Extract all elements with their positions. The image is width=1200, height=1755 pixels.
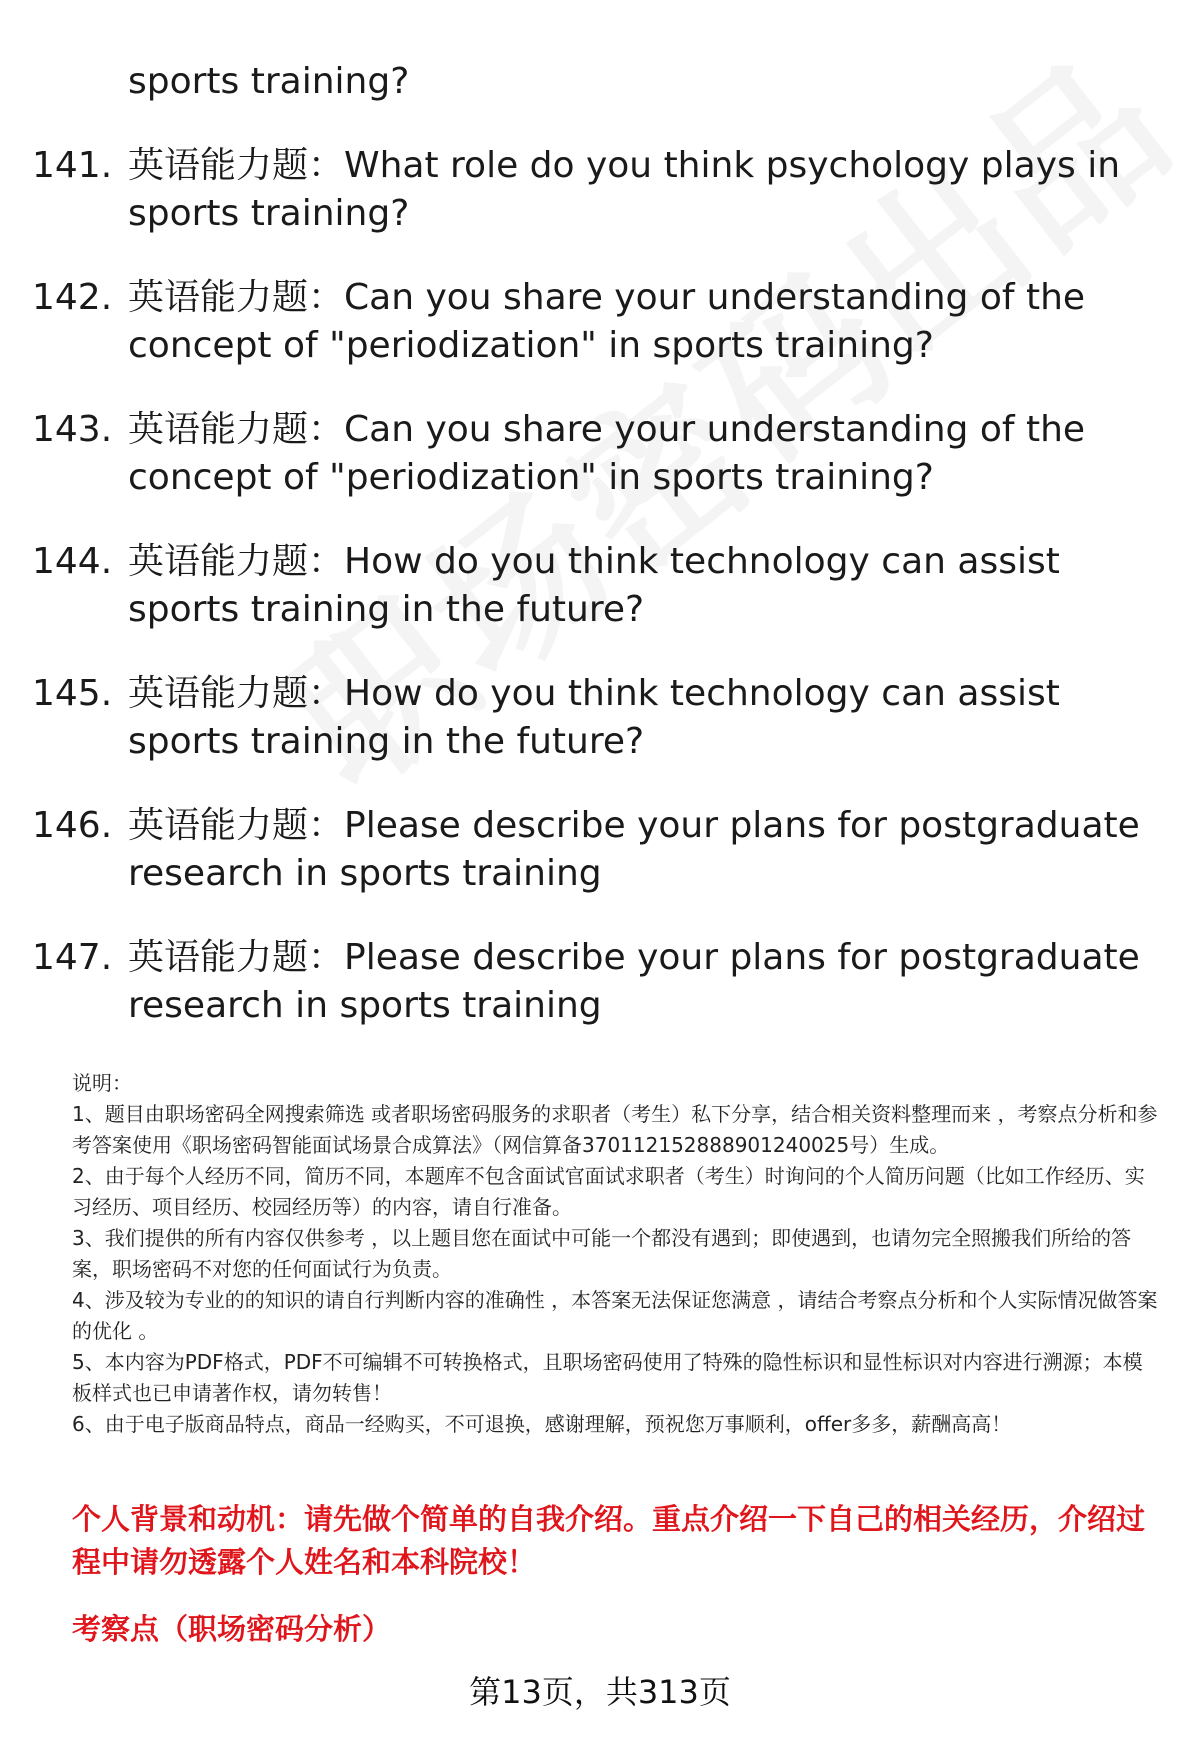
question-text: 英语能力题：Can you share your understanding of the concept of "periodization" in sports training? [128,409,1086,498]
list-item [32,670,1172,802]
question-number: 143. [32,409,113,450]
list-item [32,802,1172,934]
note-item: 4、涉及较为专业的的知识的请自行判断内容的准确性 ，本答案无法保证您满意 ，请结合考察点分析和个人实际情况做答案的优化 。 [72,1288,1158,1343]
note-item: 6、由于电子版商品特点，商品一经购买，不可退换，感谢理解，预祝您万事顺利，offer多多，薪酬高高！ [72,1412,1012,1436]
question-continuation: sports training? [128,61,410,102]
question-text: 英语能力题：How do you think technology can assist sports training in the future? [128,541,1060,630]
notes-title: 说明： [72,1071,132,1095]
note-item: 2、由于每个人经历不同，简历不同，本题库不包含面试官面试求职者（考生）时询问的个人简历问题（比如工作经历、实习经历、项目经历、校园经历等）的内容，请自行准备。 [72,1164,1145,1219]
question-text: 英语能力题：Can you share your understanding of the concept of "periodization" in sports training? [128,277,1086,366]
notes-section [72,1068,1162,1440]
list-item [32,406,1172,538]
question-text: 英语能力题：Please describe your plans for postgraduate research in sports training [128,805,1140,894]
question-number: 144. [32,541,113,582]
list-item [32,934,1172,1066]
question-list [32,142,1172,1066]
question-text: 英语能力题：How do you think technology can assist sports training in the future? [128,673,1060,762]
question-text: 英语能力题：Please describe your plans for postgraduate research in sports training [128,937,1140,1026]
list-item [32,142,1172,274]
question-number: 146. [32,805,113,846]
page-number: 第13页，共313页 [469,1673,731,1711]
note-item: 3、我们提供的所有内容仅供参考 ，以上题目您在面试中可能一个都没有遇到；即使遇到，也请勿完全照搬我们所给的答案，职场密码不对您的任何面试行为负责。 [72,1226,1132,1281]
question-number: 142. [32,277,113,318]
note-item: 5、本内容为PDF格式，PDF不可编辑不可转换格式，且职场密码使用了特殊的隐性标识和显性标识对内容进行溯源；本模板样式也已申请著作权，请勿转售！ [72,1350,1143,1405]
question-number: 141. [32,145,113,186]
list-item [32,274,1172,406]
question-text: 英语能力题：What role do you think psychology plays in sports training? [128,145,1121,234]
analysis-heading: 考察点（职场密码分析） [72,1612,392,1646]
note-item: 1、题目由职场密码全网搜索筛选 或者职场密码服务的求职者（考生）私下分享，结合相关资料整理而来 ，考察点分析和参考答案使用《职场密码智能面试场景合成算法》（网信算备370112152888901240025号）生成。 [72,1102,1158,1157]
list-item [32,538,1172,670]
question-number: 145. [32,673,113,714]
question-number: 147. [32,937,113,978]
interview-question-heading: 个人背景和动机：请先做个简单的自我介绍。重点介绍一下自己的相关经历，介绍过程中请勿透露个人姓名和本科院校！ [72,1502,1146,1579]
